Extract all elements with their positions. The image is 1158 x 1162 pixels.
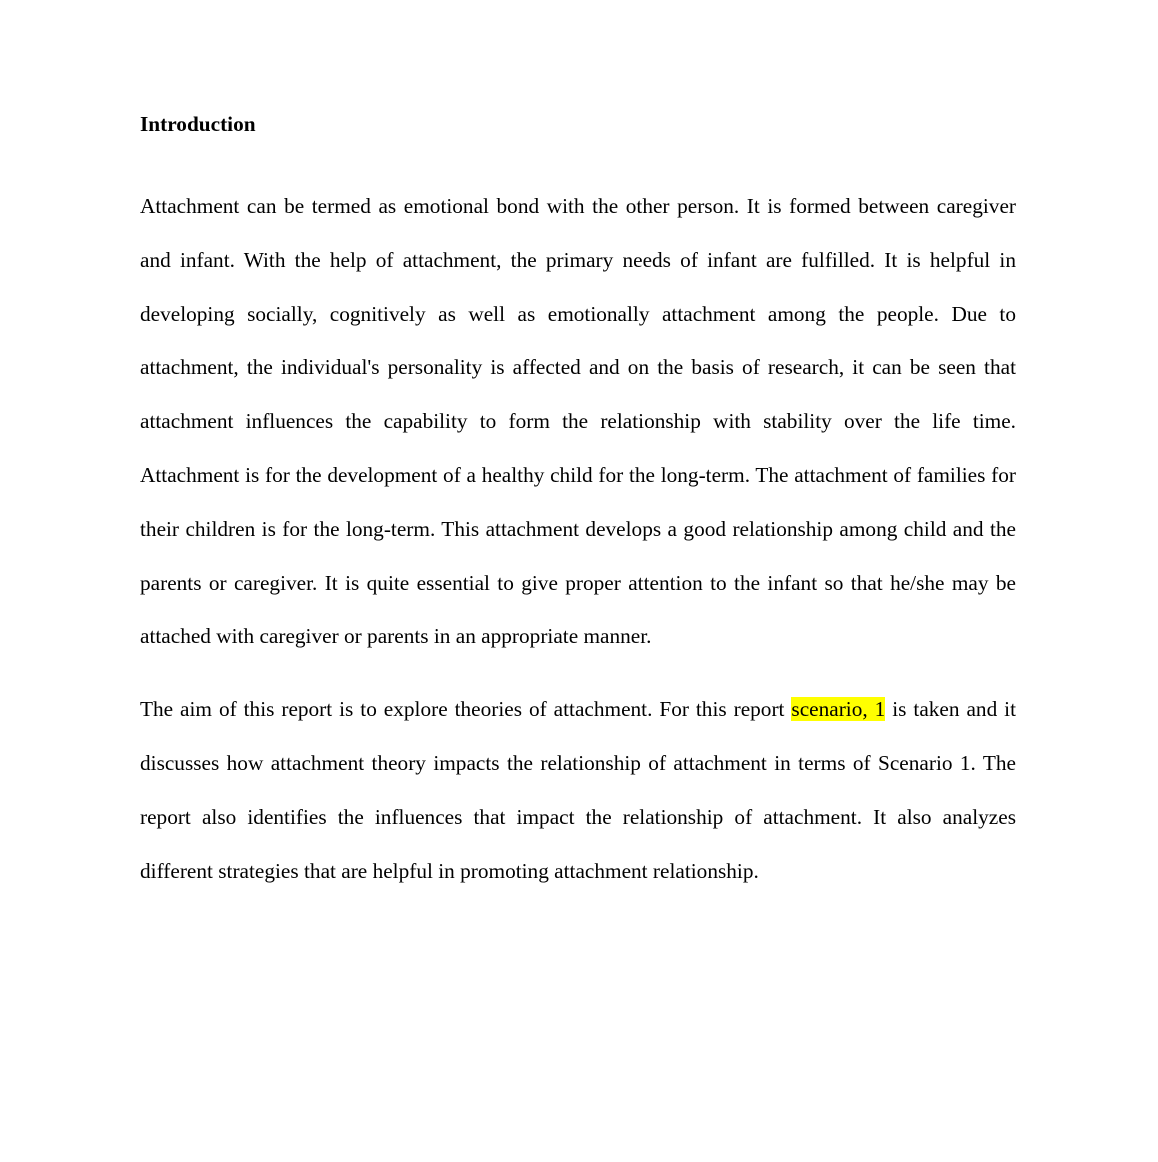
- paragraph-aim-text-start: The aim of this report is to explore theories of attachment. For this report: [140, 697, 792, 722]
- document-page: [140, 108, 1016, 898]
- section-heading: Introduction: [140, 112, 256, 136]
- highlighted-text: scenario, 1: [791, 697, 886, 722]
- paragraph-aim: [140, 683, 1016, 898]
- paragraph-intro: Attachment can be termed as emotional bond with the other person. It is formed between caregiver and infant. With the help of attachment, the primary needs of infant are fulfilled. It is helpful in developing socially, cognitively as well as emotionally attachment among the people. Due to attachment, the individual's personality is affected and on the basis of research, it can be seen that attachment influences the capability to form the relationship with stability over the life time. Attachment is for the development of a healthy child for the long-term. The attachment of families for their children is for the long-term. This attachment develops a good relationship among child and the parents or caregiver. It is quite essential to give proper attention to the infant so that he/she may be attached with caregiver or parents in an appropriate manner.: [140, 194, 1016, 649]
- paragraph-aim-text-end: is taken and it discusses how attachment theory impacts the relationship of attachment in terms of Scenario 1. The report also identifies the influences that impact the relationship of attachment. It also analyzes different strategies that are helpful in promoting attachment relationship.: [140, 697, 1016, 883]
